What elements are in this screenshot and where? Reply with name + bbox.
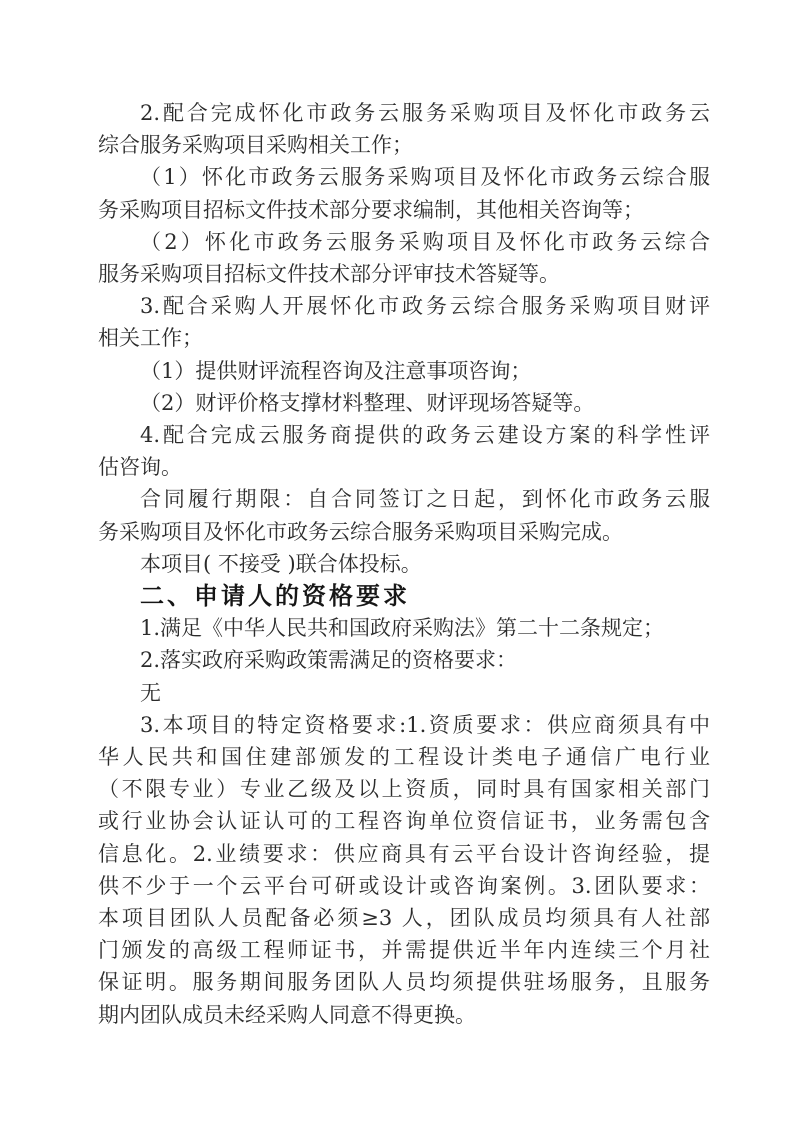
section-heading: 二、申请人的资格要求	[140, 582, 410, 611]
document-line: 综合服务采购项目采购相关工作；	[98, 133, 413, 158]
document-line: 2.落实政府采购政策需满足的资格要求：	[140, 648, 518, 673]
document-line: （2）怀化市政务云服务采购项目及怀化市政务云综合	[140, 229, 710, 254]
document-line: 3.本项目的特定资格要求:1.资质要求：供应商须具有中	[140, 712, 710, 737]
document-line: 务采购项目招标文件技术部分要求编制，其他相关咨询等；	[98, 197, 644, 222]
document-line: （1）怀化市政务云服务采购项目及怀化市政务云综合服	[140, 165, 710, 190]
document-line: 2.配合完成怀化市政务云服务采购项目及怀化市政务云	[140, 101, 710, 125]
document-line: 4.配合完成云服务商提供的政务云建设方案的科学性评	[140, 423, 710, 448]
document-line: （不限专业）专业乙级及以上资质，同时具有国家相关部门	[98, 777, 710, 802]
document-line: 3.配合采购人开展怀化市政务云综合服务采购项目财评	[140, 294, 710, 319]
document-line: 本项目团队人员配备必须≥3 人，团队成员均须具有人社部	[98, 906, 710, 931]
document-line: 门颁发的高级工程师证书，并需提供近半年内连续三个月社	[98, 938, 710, 963]
document-line: 保证明。服务期间服务团队人员均须提供驻场服务，且服务	[98, 970, 710, 995]
document-line: （1）提供财评流程咨询及注意事项咨询；	[140, 358, 532, 383]
document-line: 信息化。2.业绩要求：供应商具有云平台设计咨询经验，提	[98, 841, 710, 866]
document-line: 期内团队成员未经采购人同意不得更换。	[98, 1002, 476, 1027]
document-line: 1.满足《中华人民共和国政府采购法》第二十二条规定；	[140, 616, 665, 641]
document-line: （2）财评价格支撑材料整理、财评现场答疑等。	[140, 390, 595, 415]
document-content	[98, 97, 710, 1031]
document-line: 或行业协会认证认可的工程咨询单位资信证书，业务需包含	[98, 809, 710, 834]
document-line: 华人民共和国住建部颁发的工程设计类电子通信广电行业	[98, 745, 710, 770]
document-line: 合同履行期限：自合同签订之日起，到怀化市政务云服	[140, 487, 710, 512]
document-line: 估咨询。	[98, 455, 182, 480]
document-line: 务采购项目及怀化市政务云综合服务采购项目采购完成。	[98, 519, 623, 544]
document-line: 相关工作；	[98, 326, 203, 351]
document-line: 供不少于一个云平台可研或设计或咨询案例。3.团队要求：	[98, 873, 710, 898]
document-line: 本项目( 不接受 )联合体投标。	[140, 551, 422, 576]
document-line: 无	[140, 680, 161, 705]
document-line: 服务采购项目招标文件技术部分评审技术答疑等。	[98, 262, 560, 287]
